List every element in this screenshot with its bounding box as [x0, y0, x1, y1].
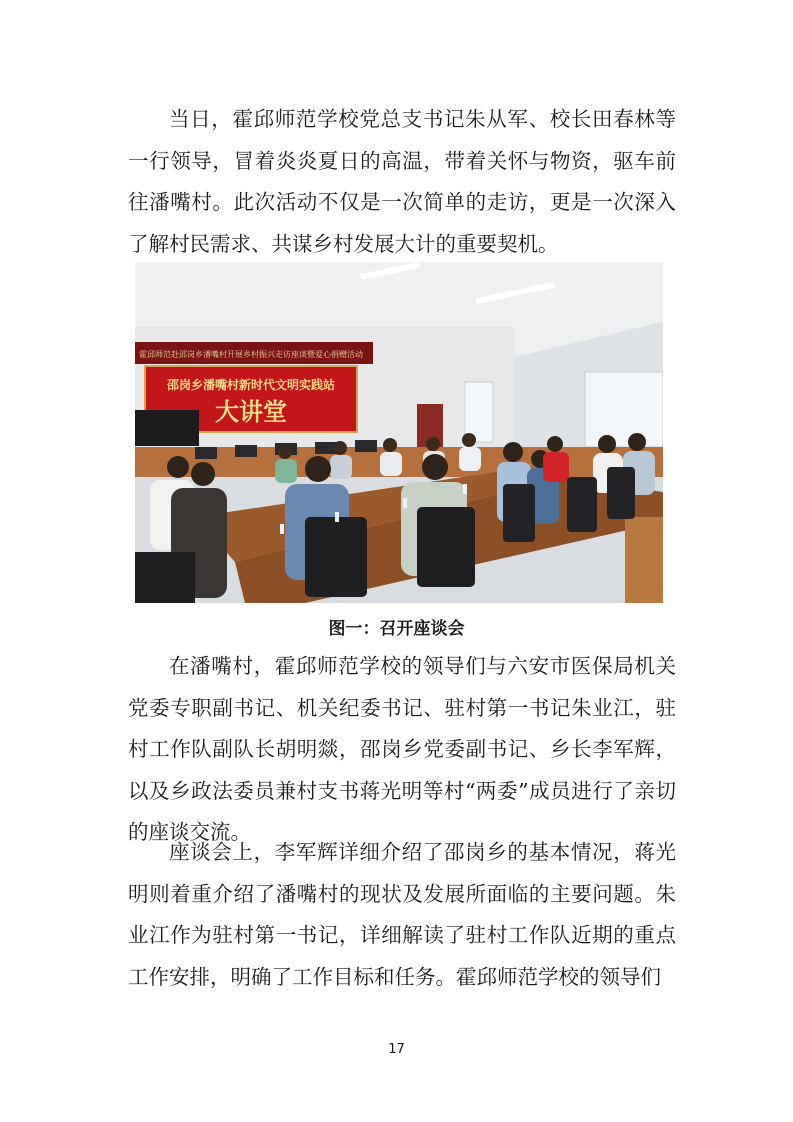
meeting-photo — [135, 262, 663, 603]
top-banner-text: 霍邱师范赴邵岗乡潘嘴村开展乡村振兴走访座谈暨爱心捐赠活动 — [139, 350, 363, 359]
figure-caption: 图一：召开座谈会 — [328, 619, 465, 639]
paragraph-meeting: 在潘嘴村，霍邱师范学校的领导们与六安市医保局机关党委专职副书记、机关纪委书记、驻村第一书记朱业江，驻村工作队副队长胡明燚，邵岗乡党委副书记、乡长李军辉，以及乡政法委员兼村支书蒋光明等村“两委”成员进行了亲切的座谈交流。 — [128, 654, 676, 844]
sign-line2: 大讲堂 — [215, 398, 287, 426]
page-number: 17 — [388, 1042, 405, 1057]
paragraph-discussion: 座谈会上，李军辉详细介绍了邵岗乡的基本情况，蒋光明则着重介绍了潘嘴村的现状及发展所面临的主要问题。朱业江作为驻村第一书记，详细解读了驻村工作队近期的重点工作安排，明确了工作目标和任务。霍邱师范学校的领导们 — [128, 840, 676, 989]
sign-line1: 邵岗乡潘嘴村新时代文明实践站 — [166, 378, 336, 392]
paragraph-intro: 当日，霍邱师范学校党总支书记朱从军、校长田春林等一行领导，冒着炎炎夏日的高温，带着关怀与物资，驱车前往潘嘴村。此次活动不仅是一次简单的走访，更是一次深入了解村民需求、共谋乡村发展大计的重要契机。 — [128, 107, 676, 256]
